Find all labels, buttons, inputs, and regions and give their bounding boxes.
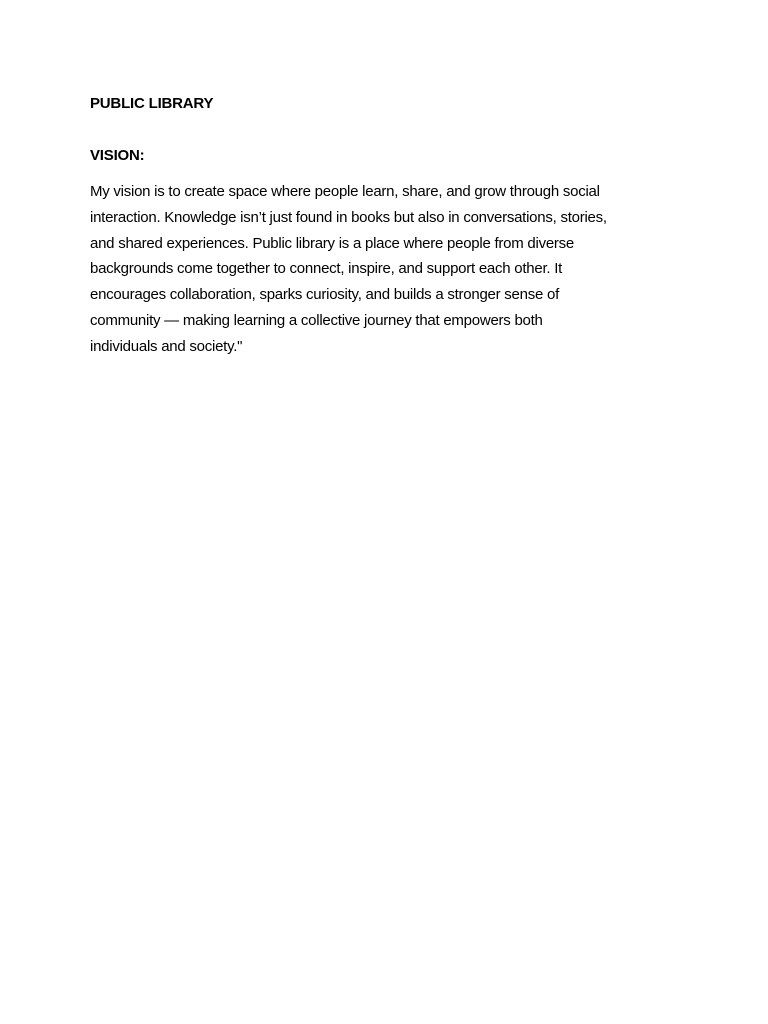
paragraph-line: encourages collaboration, sparks curiosity, and builds a stronger sense of <box>90 286 559 304</box>
paragraph-line: individuals and society." <box>90 337 243 355</box>
paragraph-line: My vision is to create space where people learn, share, and grow through social <box>90 183 600 200</box>
paragraph-line: community — making learning a collective journey that empowers both <box>90 311 543 329</box>
document-title: PUBLIC LIBRARY <box>90 95 214 112</box>
paragraph-line: interaction. Knowledge isn’t just found in books but also in conversations, stories, <box>90 208 607 226</box>
vision-paragraph <box>90 179 690 360</box>
vision-heading: VISION: <box>90 147 145 164</box>
paragraph-line: backgrounds come together to connect, inspire, and support each other. It <box>90 260 563 278</box>
paragraph-line: and shared experiences. Public library is a place where people from diverse <box>90 234 575 252</box>
